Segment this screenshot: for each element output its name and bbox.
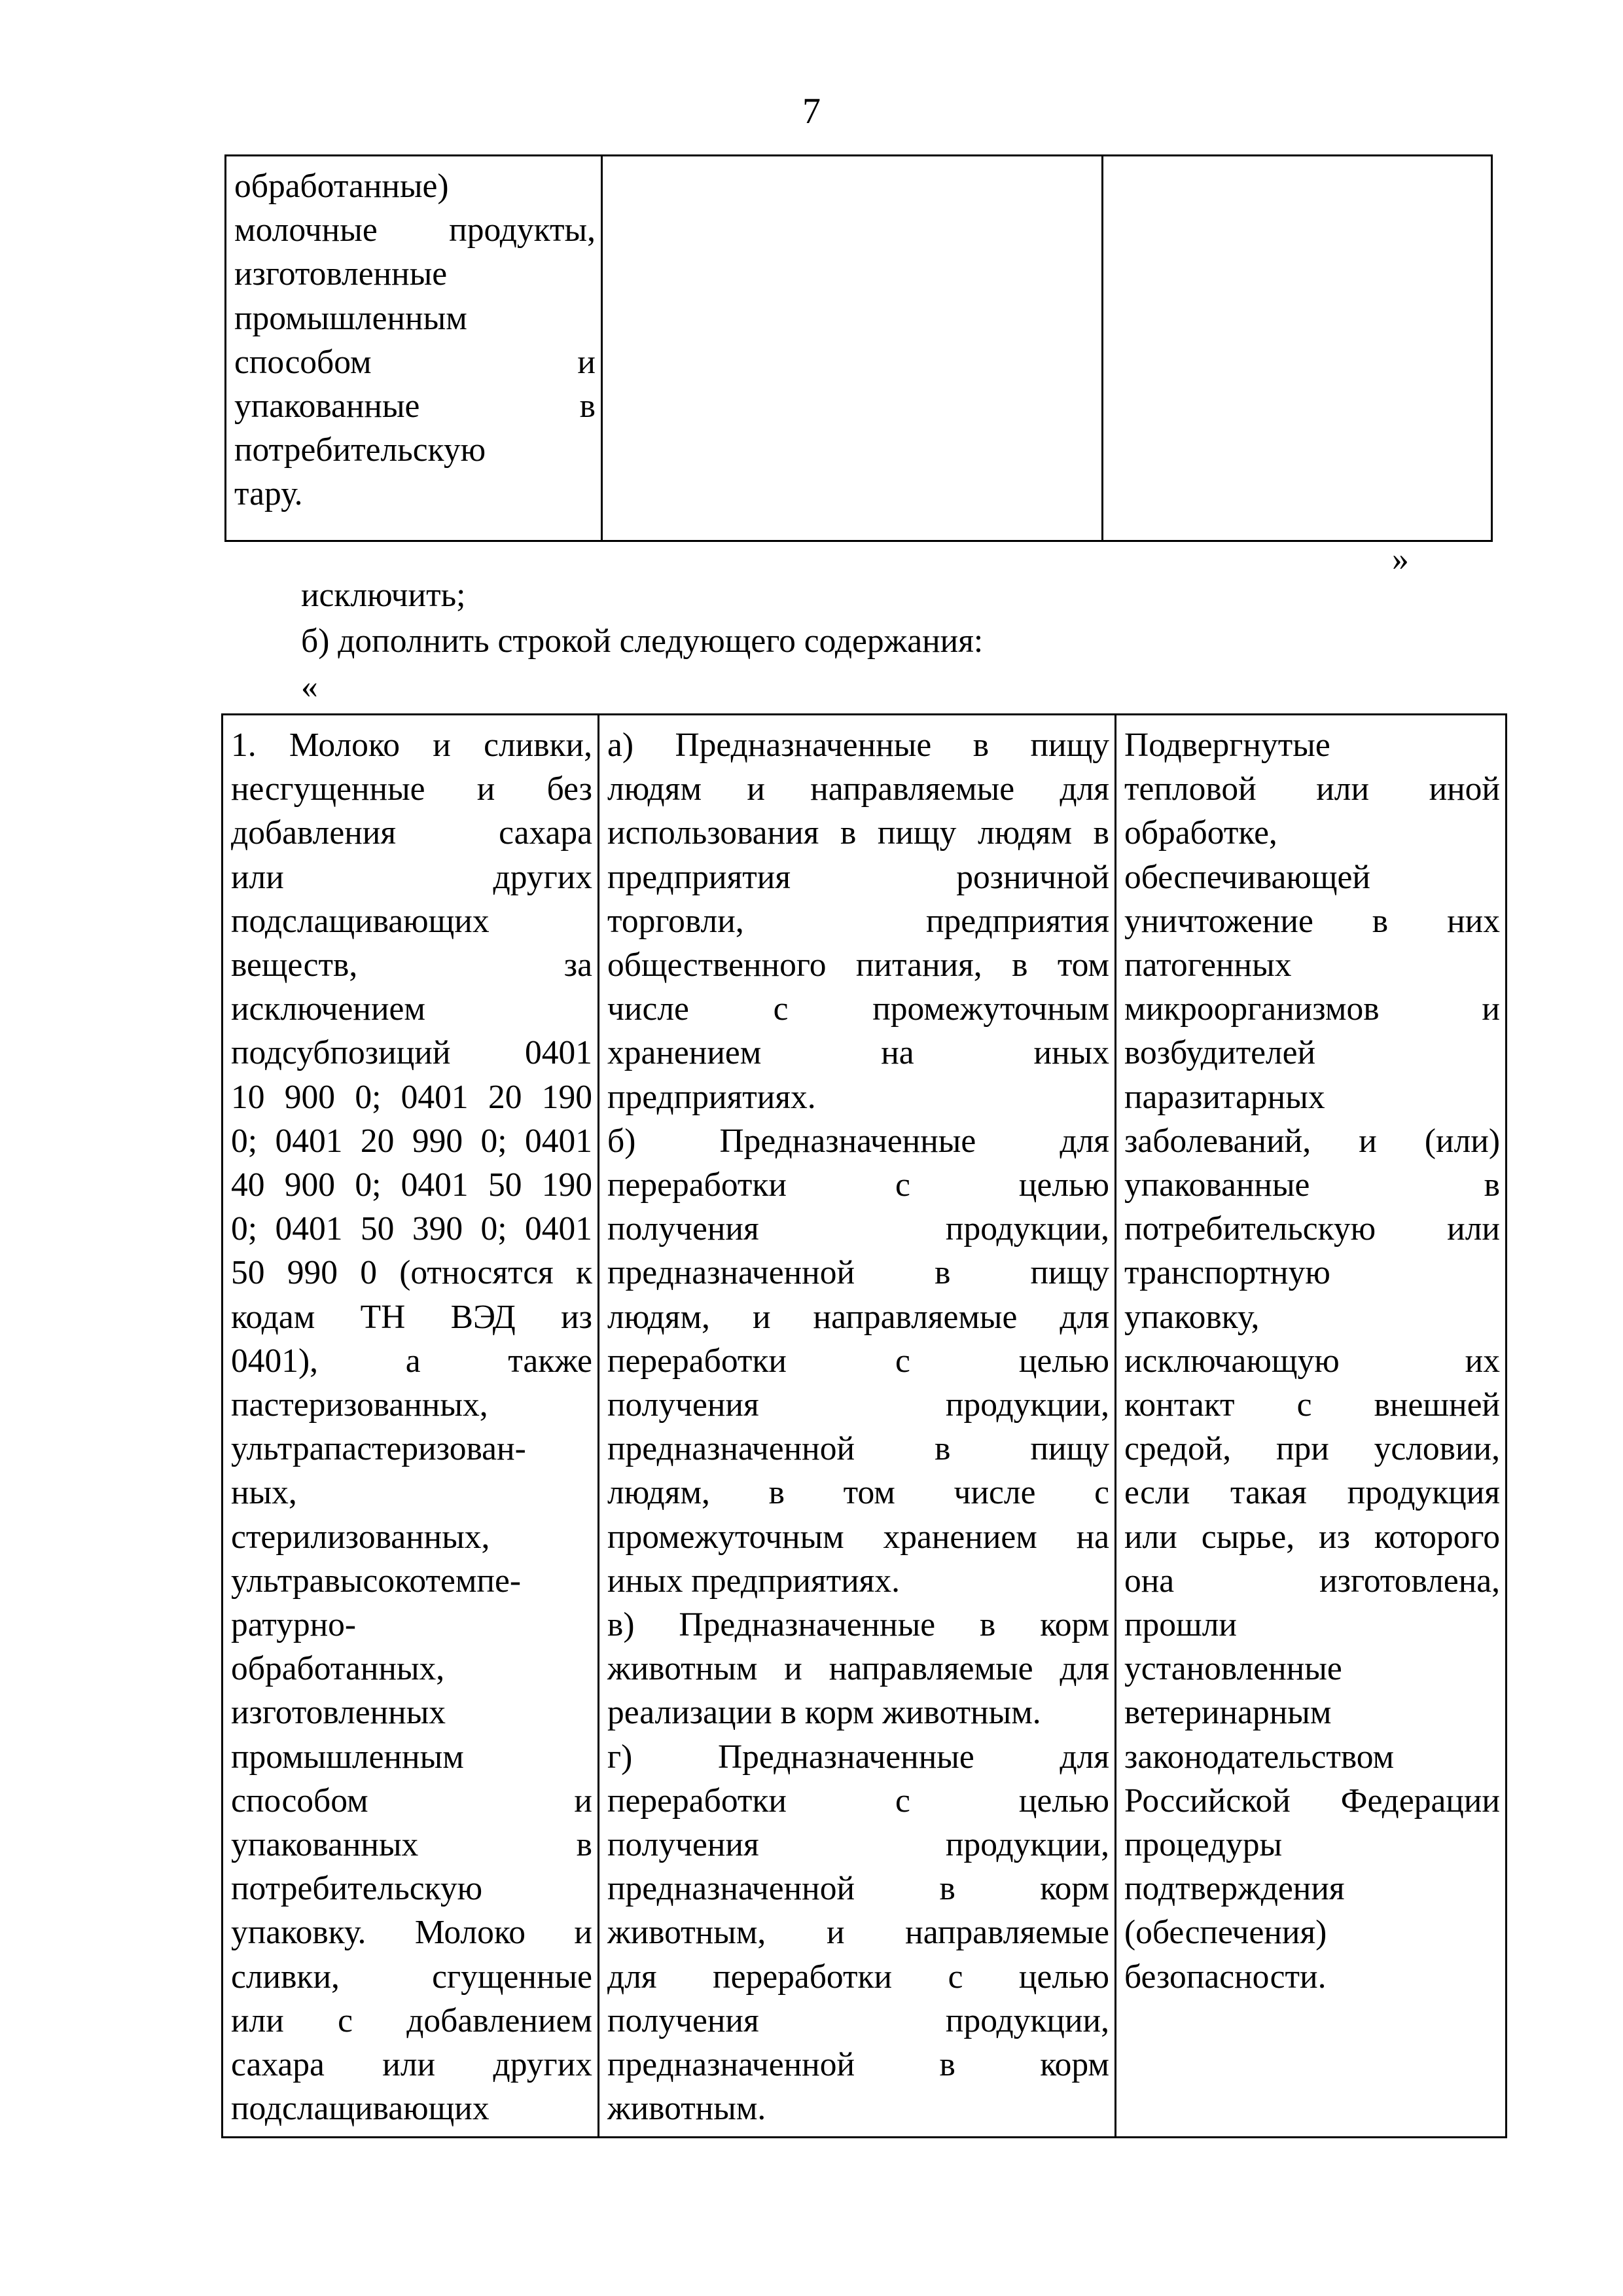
text-line: подслащивающих <box>231 2090 490 2128</box>
text-line: получения продукции, <box>607 2001 1109 2039</box>
table2-col1-text <box>231 723 592 2131</box>
text-line: ратурно- <box>231 1606 357 1644</box>
text-line: предназначенной в пищу <box>607 1430 1109 1468</box>
text-line: животным. <box>607 2090 766 2128</box>
page-number: 7 <box>802 91 821 132</box>
text-line: упакованные в <box>1124 1166 1500 1204</box>
text-line: ных, <box>231 1474 297 1512</box>
text-line: общественного питания, в том <box>607 946 1109 984</box>
text-line: она изготовлена, <box>1124 1562 1500 1600</box>
text-line: получения продукции, <box>607 1210 1109 1248</box>
text-line: или с добавлением <box>231 2001 592 2039</box>
text-line: исключающую их <box>1124 1342 1500 1380</box>
text-line: подслащивающих <box>231 902 490 940</box>
text-line: потребительскую <box>234 431 486 469</box>
text-line: микроорганизмов и <box>1124 990 1500 1028</box>
text-line: обработанных, <box>231 1650 445 1688</box>
text-line: или сырье, из которого <box>1124 1518 1500 1556</box>
text-line: 40 900 0; 0401 50 190 <box>231 1166 592 1204</box>
text-line: упакованных в <box>231 1826 592 1864</box>
table1-cell-product <box>226 156 602 541</box>
text-line: упаковку. Молоко и <box>231 1914 592 1952</box>
table1-cell-purpose <box>602 156 1103 541</box>
text-line: обработке, <box>1124 814 1277 852</box>
text-line: промышленным <box>231 1738 464 1776</box>
text-line: изготовленные <box>234 255 448 293</box>
text-line: хранением на иных <box>607 1034 1109 1072</box>
text-line: предназначенной в корм <box>607 2046 1109 2084</box>
text-line: переработки с целью <box>607 1782 1109 1820</box>
text-line: предназначенной в пищу <box>607 1254 1109 1292</box>
text-line: если такая продукция <box>1124 1474 1500 1512</box>
text-line: людям, и направляемые для <box>607 1298 1109 1336</box>
text-line: прошли <box>1124 1606 1237 1644</box>
table1-col1-text <box>234 164 596 516</box>
table2-col3-text <box>1124 723 1500 1999</box>
text-line: транспортную <box>1124 1254 1330 1292</box>
text-line: потребительскую или <box>1124 1210 1500 1248</box>
text-line: б) Предназначенные для <box>607 1122 1109 1160</box>
new-row-table <box>221 713 1507 2138</box>
text-line: упакованные в <box>234 387 596 425</box>
text-line: предприятиях. <box>607 1078 816 1116</box>
text-line: средой, при условии, <box>1124 1430 1500 1468</box>
text-line: обеспечивающей <box>1124 858 1370 896</box>
text-line: числе с промежуточным <box>607 990 1109 1028</box>
text-line: добавления сахара <box>231 814 592 852</box>
table2-cell-conditions <box>1116 715 1507 2138</box>
text-line: контакт с внешней <box>1124 1386 1500 1424</box>
text-line: 10 900 0; 0401 20 190 <box>231 1078 592 1116</box>
text-line: или других <box>231 858 592 896</box>
text-line: ветеринарным <box>1124 1694 1332 1732</box>
text-line: 50 990 0 (относятся к <box>231 1254 592 1292</box>
text-line: патогенных <box>1124 946 1292 984</box>
text-line: пастеризованных, <box>231 1386 488 1424</box>
text-line: в) Предназначенные в корм <box>607 1606 1109 1644</box>
text-line: ультравысокотемпе- <box>231 1562 521 1600</box>
text-line: 0; 0401 50 390 0; 0401 <box>231 1210 592 1248</box>
text-line: упаковку, <box>1124 1298 1260 1336</box>
text-line: г) Предназначенные для <box>607 1738 1109 1776</box>
text-line: тару. <box>234 475 303 513</box>
text-line: 1. Молоко и сливки, <box>231 726 592 764</box>
opening-quote: « <box>301 668 318 706</box>
text-line: сахара или других <box>231 2046 592 2084</box>
text-line: получения продукции, <box>607 1386 1109 1424</box>
text-line: получения продукции, <box>607 1826 1109 1864</box>
text-line: реализации в корм животным. <box>607 1694 1041 1732</box>
text-line: предприятия розничной <box>607 858 1109 896</box>
text-line: 0401), а также <box>231 1342 592 1380</box>
text-line: людям, в том числе с <box>607 1474 1109 1512</box>
text-line: использования в пищу людям в <box>607 814 1109 852</box>
text-line: кодам ТН ВЭД из <box>231 1298 592 1336</box>
text-line: возбудителей <box>1124 1034 1316 1072</box>
text-line: паразитарных <box>1124 1078 1325 1116</box>
table1-cell-conditions <box>1103 156 1492 541</box>
text-line: предназначенной в корм <box>607 1870 1109 1908</box>
exclude-paragraph: исключить; <box>301 577 466 614</box>
text-line: установленные <box>1124 1650 1342 1688</box>
text-line: людям и направляемые для <box>607 770 1109 808</box>
text-line: промежуточным хранением на <box>607 1518 1109 1556</box>
text-line: животным, и направляемые <box>607 1914 1109 1952</box>
text-line: безопасности. <box>1124 1958 1327 1996</box>
table-row <box>223 715 1507 2138</box>
text-line: 0; 0401 20 990 0; 0401 <box>231 1122 592 1160</box>
text-line: законодательством <box>1124 1738 1395 1776</box>
table2-cell-purpose <box>599 715 1116 2138</box>
text-line: стерилизованных, <box>231 1518 490 1556</box>
text-line: животным и направляемые для <box>607 1650 1109 1688</box>
text-line: процедуры <box>1124 1826 1283 1864</box>
text-line: иных предприятиях. <box>607 1562 900 1600</box>
text-line: переработки с целью <box>607 1342 1109 1380</box>
closing-quote: » <box>1392 541 1409 578</box>
text-line: уничтожение в них <box>1124 902 1500 940</box>
text-line: заболеваний, и (или) <box>1124 1122 1500 1160</box>
table-row <box>226 156 1492 541</box>
text-line: потребительскую <box>231 1870 483 1908</box>
text-line: сливки, сгущенные <box>231 1958 592 1996</box>
text-line: тепловой или иной <box>1124 770 1500 808</box>
text-line: веществ, за <box>231 946 592 984</box>
text-line: Подвергнутые <box>1124 726 1330 764</box>
text-line: способом и <box>231 1782 592 1820</box>
text-line: молочные продукты, <box>234 211 596 249</box>
text-line: исключением <box>231 990 425 1028</box>
text-line: а) Предназначенные в пищу <box>607 726 1109 764</box>
supplement-paragraph: б) дополнить строкой следующего содержания: <box>301 622 984 660</box>
text-line: обработанные) <box>234 168 449 205</box>
text-line: подсубпозиций 0401 <box>231 1034 592 1072</box>
continued-table <box>224 154 1493 542</box>
table2-col2-text <box>607 723 1109 2131</box>
text-line: промышленным <box>234 299 467 337</box>
text-line: изготовленных <box>231 1694 446 1732</box>
text-line: подтверждения <box>1124 1870 1345 1908</box>
text-line: несгущенные и без <box>231 770 592 808</box>
text-line: ультрапастеризован- <box>231 1430 526 1468</box>
text-line: для переработки с целью <box>607 1958 1109 1996</box>
text-line: способом и <box>234 343 596 381</box>
text-line: Российской Федерации <box>1124 1782 1500 1820</box>
table2-cell-product <box>223 715 599 2138</box>
text-line: переработки с целью <box>607 1166 1109 1204</box>
text-line: (обеспечения) <box>1124 1914 1327 1952</box>
text-line: торговли, предприятия <box>607 902 1109 940</box>
